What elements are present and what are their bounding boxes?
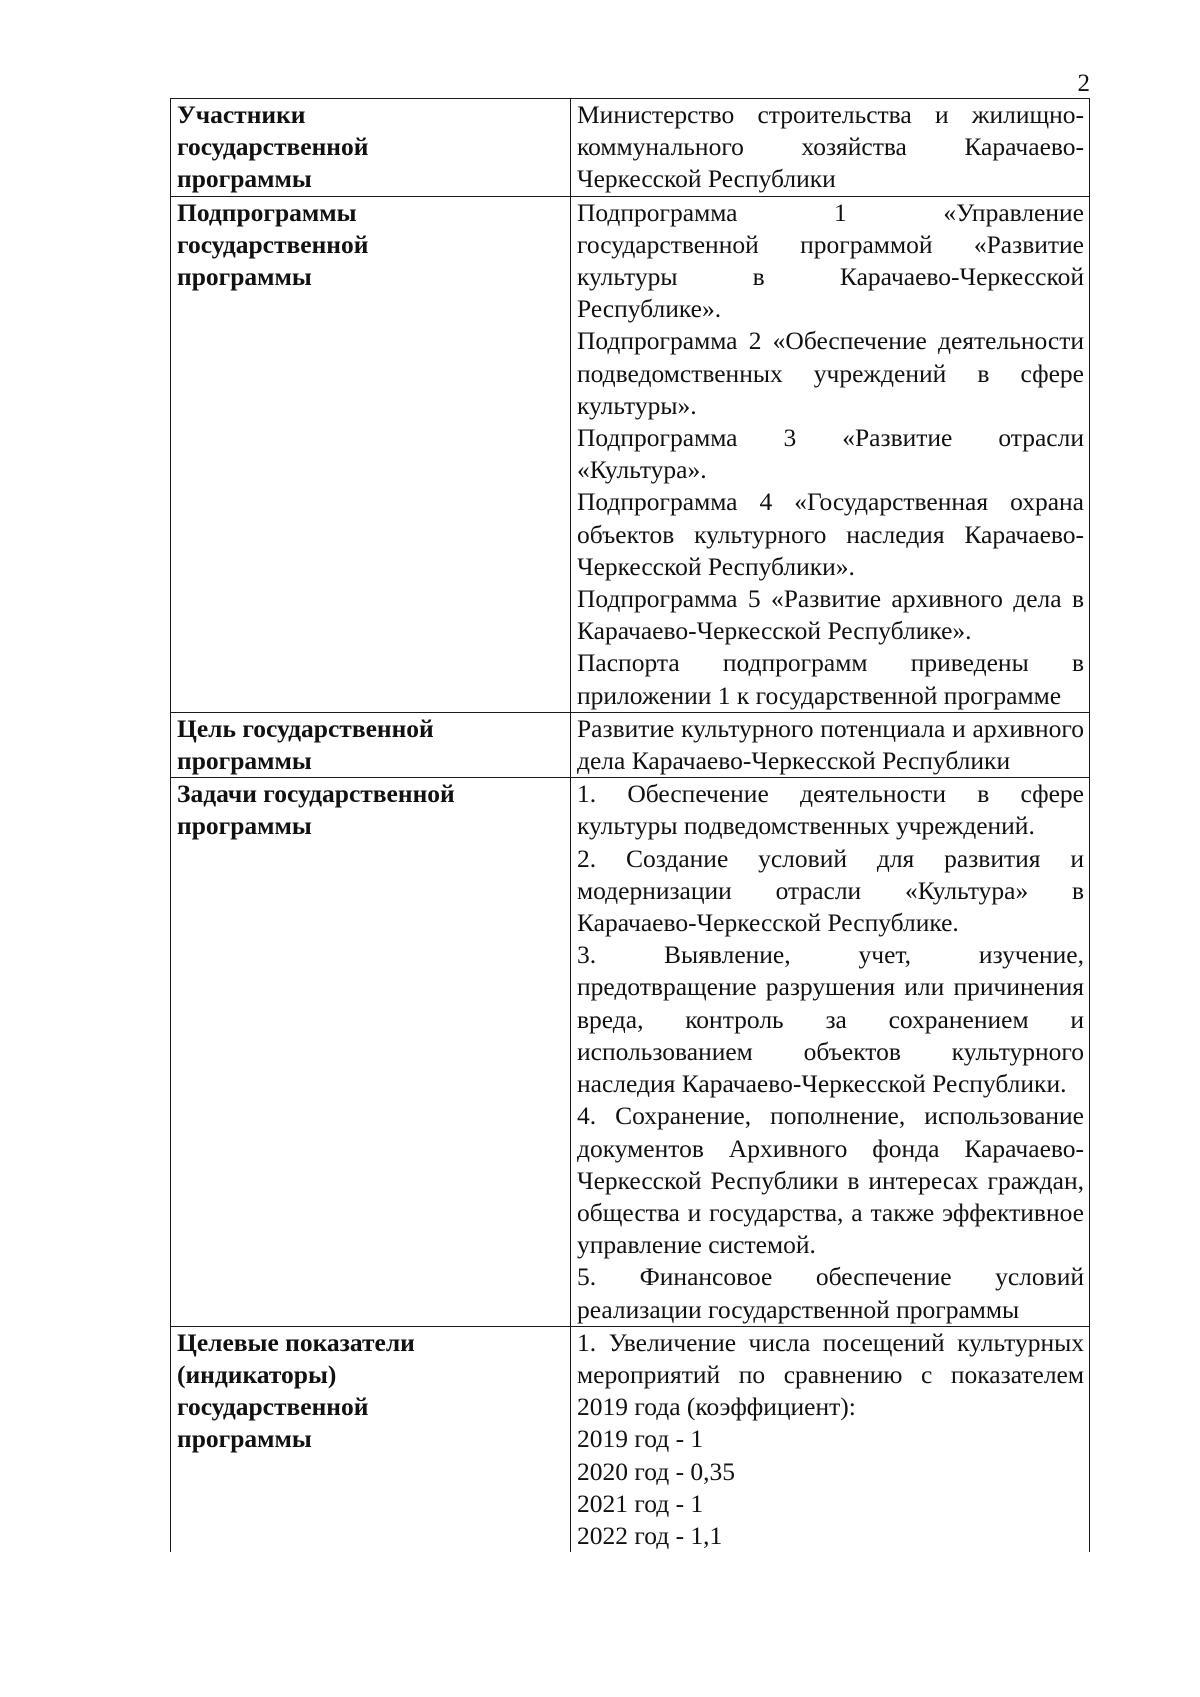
- page-number: 2: [1077, 70, 1090, 97]
- content-paragraph: Подпрограмма 5 «Развитие архивного дела в Карачаево-Черкесской Республике».: [577, 584, 1084, 646]
- content-paragraph: 2. Создание условий для развития и модернизации отрасли «Культура» в Карачаево-Черкесской Республике.: [577, 843, 1084, 938]
- label-line: программы: [177, 262, 312, 292]
- content-paragraph: 2022 год - 1,1: [577, 1520, 723, 1550]
- label-line: программы: [177, 746, 312, 776]
- content-paragraph: Паспорта подпрограмм приведены в приложении 1 к государственной программе: [577, 648, 1084, 710]
- content-paragraph: Подпрограмма 2 «Обеспечение деятельности подведомственных учреждений в сфере культуры».: [577, 326, 1084, 420]
- content-paragraph: Подпрограмма 4 «Государственная охрана объектов культурного наследия Карачаево-Черкесской Республики».: [577, 487, 1084, 581]
- content-paragraph: 2019 год - 1: [577, 1424, 704, 1454]
- label-line: Участники: [177, 100, 306, 129]
- label-line: государственной: [177, 132, 369, 162]
- label-line: программы: [177, 164, 312, 194]
- row-content-participants: [571, 99, 1090, 197]
- label-line: Подпрограммы: [177, 197, 357, 227]
- content-paragraph: 5. Финансовое обеспечение условий реализации государственной программы: [577, 1262, 1084, 1324]
- label-line: программы: [177, 1424, 312, 1454]
- content-paragraph: 4. Сохранение, пополнение, использование документов Архивного фонда Карачаево-Черкесской Республики в интересах граждан, общества и государства, а также эффективное управление системой.: [577, 1101, 1084, 1260]
- label-line: государственной: [177, 229, 369, 259]
- label-line: (индикаторы): [177, 1359, 337, 1389]
- table-row-indicators: [171, 1326, 1090, 1552]
- table-row-goal: [171, 712, 1090, 777]
- content-paragraph: 2020 год - 0,35: [577, 1456, 736, 1486]
- content-paragraph: Подпрограмма 3 «Развитие отрасли «Культура».: [577, 423, 1084, 485]
- row-label-subprograms: [171, 196, 571, 712]
- table-row-participants: [171, 99, 1090, 197]
- content-paragraph: 1. Обеспечение деятельности в сфере культуры подведомственных учреждений.: [577, 779, 1084, 841]
- label-line: Задачи государственной: [177, 779, 455, 809]
- content-paragraph: Подпрограмма 1 «Управление государственной программой «Развитие культуры в Карачаево-Черкесской Республике».: [577, 197, 1084, 324]
- label-line: Целевые показатели: [177, 1327, 415, 1357]
- content-paragraph: 1. Увеличение числа посещений культурных мероприятий по сравнению с показателем 2019 года (коэффициент):: [577, 1327, 1084, 1422]
- table-row-subprograms: [171, 196, 1090, 712]
- row-label-tasks: [171, 778, 571, 1326]
- row-label-goal: [171, 712, 571, 777]
- label-line: программы: [177, 811, 312, 841]
- label-line: государственной: [177, 1392, 369, 1422]
- content-paragraph: Развитие культурного потенциала и архивного дела Карачаево-Черкесской Республики: [577, 713, 1084, 776]
- row-content-indicators: [571, 1326, 1090, 1552]
- row-label-indicators: [171, 1326, 571, 1552]
- row-label-participants: [171, 99, 571, 197]
- content-paragraph: 2021 год - 1: [577, 1488, 704, 1518]
- content-paragraph: Министерство строительства и жилищно-коммунального хозяйства Карачаево-Черкесской Республики: [577, 100, 1084, 194]
- row-content-goal: [571, 712, 1090, 777]
- content-paragraph: 3. Выявление, учет, изучение, предотвращение разрушения или причинения вреда, контроль за сохранением и использованием объектов культурного наследия Карачаево-Черкесской Республики.: [577, 940, 1084, 1099]
- row-content-subprograms: [571, 196, 1090, 712]
- label-line: Цель государственной: [177, 713, 434, 743]
- program-passport-table: [170, 98, 1090, 1552]
- row-content-tasks: [571, 778, 1090, 1326]
- table-row-tasks: [171, 778, 1090, 1326]
